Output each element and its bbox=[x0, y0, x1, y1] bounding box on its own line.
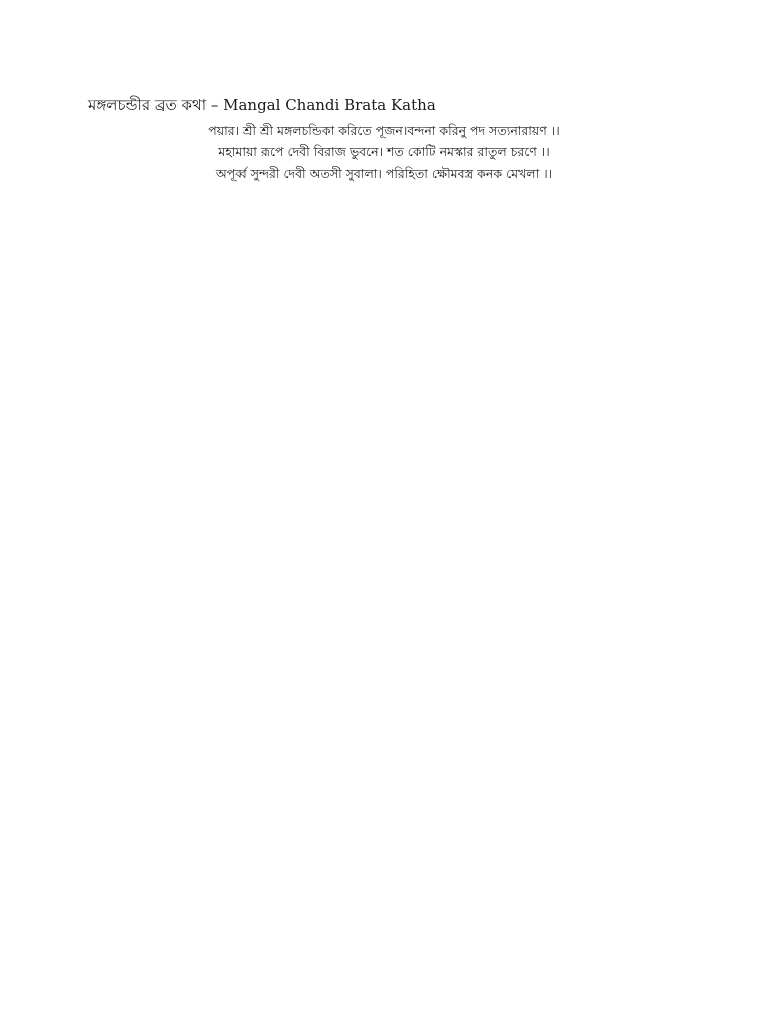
document-title: মঙ্গলচন্ডীর ব্রত কথা – Mangal Chandi Brata Katha bbox=[88, 96, 436, 114]
verse-block bbox=[0, 120, 768, 184]
verse-line: অপূর্ব্ব সুন্দরী দেবী অতসী সুবালা। পরিহিতা ক্ষৌমবস্ত্র কনক মেখলা ।। bbox=[215, 165, 553, 181]
verse-line: পয়ার। শ্রী শ্রী মঙ্গলচন্ডিকা করিতে পূজন।বন্দনা করিনু পদ সত্যনারায়ণ ।। bbox=[208, 123, 560, 138]
verse-line: মহামায়া রূপে দেবী বিরাজ ভুবনে। শত কোটি নমস্কার রাতুল চরণে ।। bbox=[218, 144, 550, 160]
